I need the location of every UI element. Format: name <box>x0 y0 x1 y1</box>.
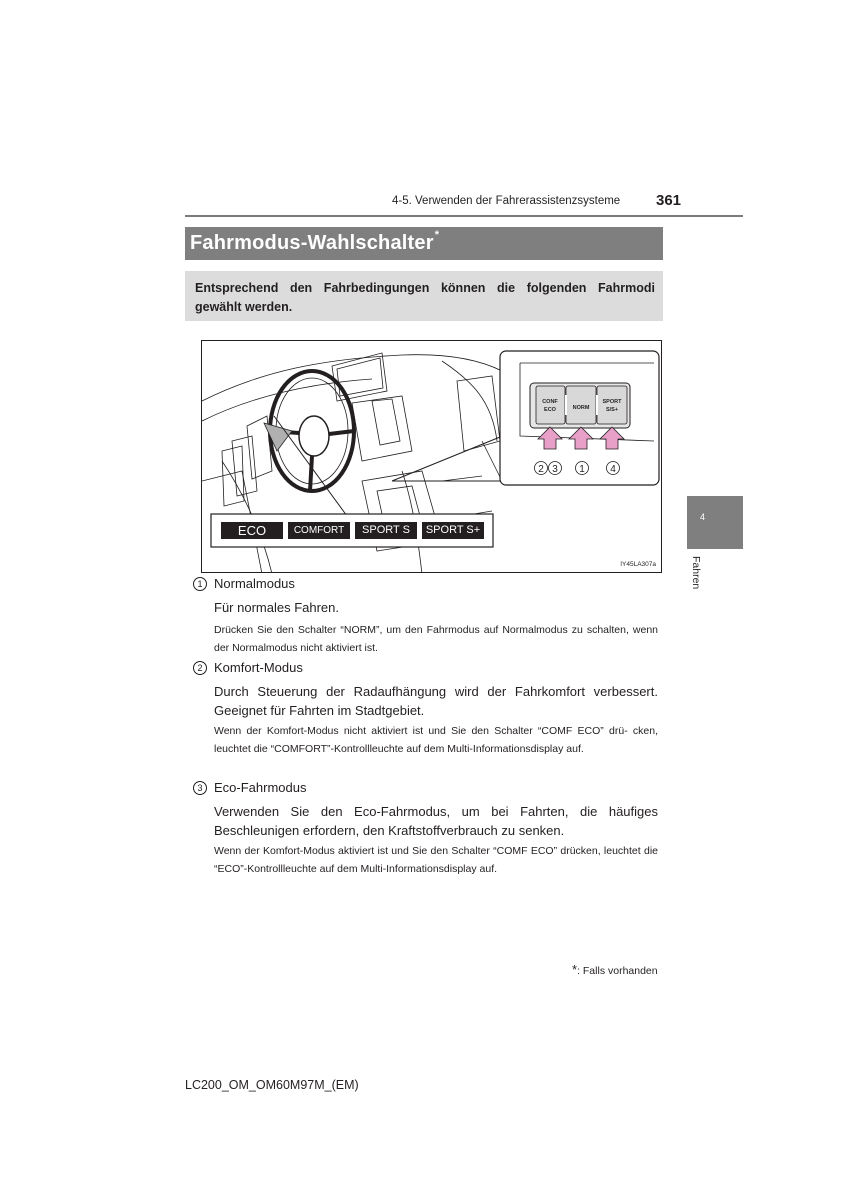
footnote-marker: * <box>572 962 578 977</box>
section-title-bar <box>185 227 663 260</box>
item-note-eco: Wenn der Komfort-Modus aktiviert ist und Sie den Schalter “COMF ECO” drücken, leuchtet die “ECO”-Kontrollleuchte auf dem Multi-Informationsdisplay auf. <box>214 845 658 875</box>
section-title <box>190 229 440 255</box>
footnote-text: : Falls vorhanden <box>577 965 658 977</box>
image-code: IY45LA307a <box>620 561 656 568</box>
conf-eco-label-2: ECO <box>544 407 556 413</box>
dashboard-illustration <box>201 340 662 573</box>
header-rule <box>185 215 743 217</box>
mode-badge-sport-s: SPORT S <box>355 522 417 539</box>
conf-eco-label-1: CONF <box>542 399 558 405</box>
page-number: 361 <box>656 192 682 209</box>
item-note-normalmodus: Drücken Sie den Schalter “NORM”, um den Fahrmodus auf Normalmodus zu schalten, wenn der Normalmodus nicht aktiviert ist. <box>214 624 658 654</box>
item-number-2: 2 <box>193 661 207 675</box>
callout-1: 1 <box>579 464 585 475</box>
title-footnote-marker: * <box>434 229 440 241</box>
document-code-footer: LC200_OM_OM60M97M_(EM) <box>185 1078 359 1092</box>
item-title-komfort: Komfort-Modus <box>214 660 303 675</box>
item-body-normalmodus: Für normales Fahren. <box>214 600 339 615</box>
sport-label-1: SPORT <box>602 399 622 405</box>
chapter-tab <box>687 496 743 549</box>
chapter-label: Fahren <box>690 556 702 590</box>
item-number-1: 1 <box>193 577 207 591</box>
intro-box <box>185 271 663 321</box>
item-body-komfort: Durch Steuerung der Radaufhängung wird der Fahrkomfort verbessert. Geeignet für Fahrten im Stadtgebiet. <box>214 684 658 718</box>
mode-badge-eco: ECO <box>221 522 283 539</box>
steering-wheel-hub <box>299 416 329 456</box>
callout-4: 4 <box>610 464 616 475</box>
conf-eco-switch <box>536 386 565 424</box>
section-title-text: Fahrmodus-Wahlschalter <box>190 232 434 254</box>
intro-text: Entsprechend den Fahrbedingungen können die folgenden Fahrmodi gewählt werden. <box>195 281 655 314</box>
chapter-number: 4 <box>700 512 706 522</box>
callout-3: 3 <box>552 464 558 475</box>
sport-switch <box>597 386 627 424</box>
header-section-title: 4-5. Verwenden der Fahrerassistenzsysteme <box>392 195 621 207</box>
item-title-normalmodus: Normalmodus <box>214 576 295 591</box>
callout-2: 2 <box>538 464 544 475</box>
sport-label-2: S/S+ <box>605 407 619 413</box>
item-number-3: 3 <box>193 781 207 795</box>
leader-line-switch <box>392 437 500 481</box>
item-note-komfort: Wenn der Komfort-Modus nicht aktiviert ist und Sie den Schalter “COMF ECO” drü- cken, leuchtet die “COMFORT”-Kontrollleuchte auf dem Multi-Informationsdisplay auf. <box>214 725 658 755</box>
mode-badge-comfort: COMFORT <box>288 522 350 539</box>
footnote <box>572 962 658 977</box>
mode-badge-sport-s-plus: SPORT S+ <box>422 522 484 539</box>
item-title-eco: Eco-Fahrmodus <box>214 780 307 795</box>
item-body-eco: Verwenden Sie den Eco-Fahrmodus, um bei Fahrten, die häufiges Beschleunigen erfordern, den Kraftstoffverbrauch zu senken. <box>214 804 658 838</box>
norm-label: NORM <box>572 405 590 411</box>
